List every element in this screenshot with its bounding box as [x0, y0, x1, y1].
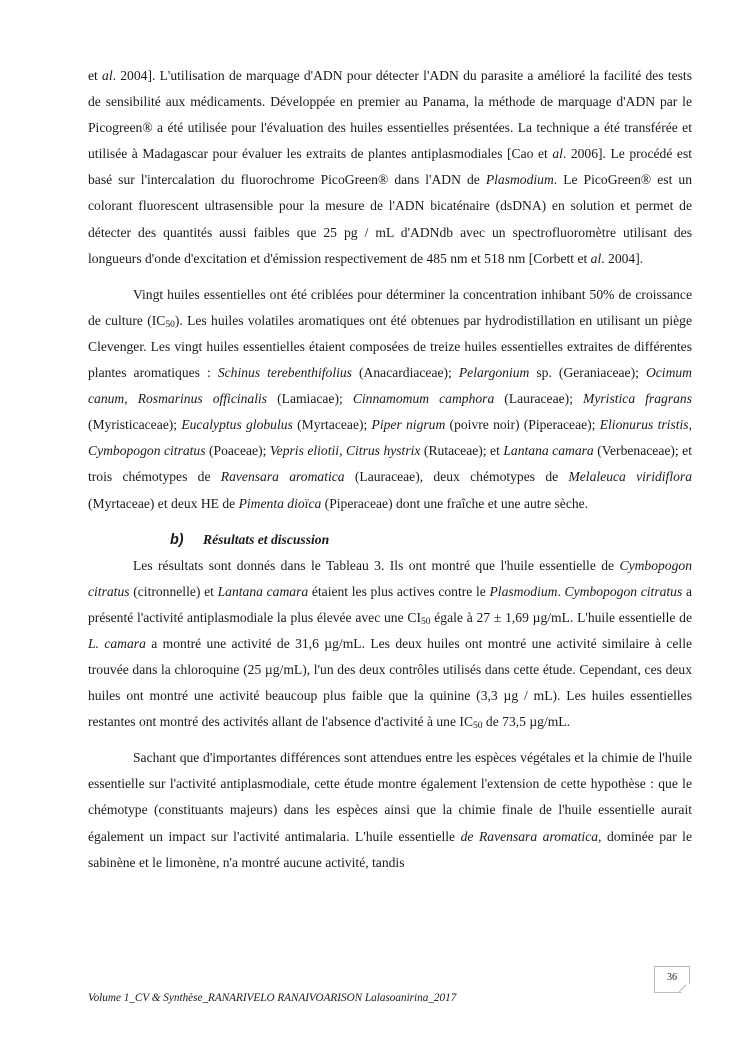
subscript: 50: [421, 616, 431, 627]
text-segment: , dominée par le sabinène et le limonène, n'a montré aucune activité, tandis: [88, 828, 692, 870]
section-title: Résultats et discussion: [203, 531, 330, 547]
text-segment: ,: [339, 443, 346, 459]
text-segment: de 73,5 µg/mL.: [482, 714, 571, 730]
text-segment: (Myrtaceae) et deux HE de: [88, 495, 239, 511]
species-name: Plasmodium: [489, 583, 558, 599]
text-segment: (Myristicaceae);: [88, 417, 182, 433]
text-segment-italic: al: [552, 146, 563, 162]
section-heading: [88, 527, 692, 553]
text-segment: (poivre noir) (Piperaceae);: [445, 417, 600, 433]
text-segment: (Myrtaceae);: [292, 417, 372, 433]
species-name: Rosmarinus officinalis: [137, 391, 268, 407]
text-segment: (Verbenaceae); et trois chémotypes de: [88, 443, 692, 485]
text-segment: ). Les huiles volatiles aromatiques ont été obtenues par hydrodistillation en utilisant un piège Clevenger. Les vingt huiles essentielles étaient composées de treize huiles essentielles extraites de différentes plantes aromatiques :: [88, 312, 692, 381]
page-number: 36: [667, 972, 677, 983]
species-name: Cinnamomum camphora: [352, 391, 495, 407]
text-segment: (Anacardiaceae);: [351, 365, 459, 381]
text-segment: a montré une activité de 31,6 µg/mL. Les deux huiles ont montré une activité similaire à celle trouvée dans la chloroquine (25 µg/mL), l'un des deux contrôles utilisés dans cette étude. Cependant, ces deux huiles ont montré une activité beaucoup plus faible que la quinine (3,3 µg / mL). Les huiles essentielles restantes ont montré des activités allant de l'absence d'activité à une IC: [88, 635, 693, 730]
species-name: Elionurus tristis: [599, 417, 689, 433]
text-segment: . 2006]. Le procédé est basé sur l'intercalation du fluorochrome PicoGreen® dans l'ADN de: [88, 146, 693, 188]
species-name: Citrus hystrix: [345, 443, 421, 459]
text-segment: Vingt huiles essentielles ont été criblées pour déterminer la concentration inhibant 50% de croissance de culture (IC: [88, 286, 692, 328]
species-name: Vepris eliotii: [269, 443, 340, 459]
text-segment: ,: [688, 417, 692, 433]
text-segment-italic: al: [102, 68, 113, 83]
text-segment: (Lauraceae);: [494, 391, 584, 407]
species-name: Myristica fragrans: [583, 391, 692, 407]
text-segment: (Poaceae);: [205, 443, 270, 459]
text-segment: (Rutaceae); et: [420, 443, 504, 459]
species-name: Eucalyptus globulus: [181, 417, 293, 433]
subscript: 50: [165, 319, 175, 330]
text-segment: (citronnelle) et: [129, 583, 218, 599]
species-name: Ocimum canum: [88, 365, 692, 407]
species-name: Cymbopogon citratus: [88, 557, 692, 599]
text-segment: sp. (Geraniaceae);: [529, 365, 646, 381]
species-name: L. camara: [88, 635, 146, 651]
paragraph-1: [88, 63, 692, 272]
paragraph-4: [88, 745, 692, 875]
species-name: de Ravensara aromatica: [460, 828, 599, 844]
text-segment: (Lauraceae), deux chémotypes de: [344, 469, 569, 485]
paragraph-2: [88, 282, 692, 517]
text-segment: ,: [124, 391, 138, 407]
species-name: Ravensara aromatica: [220, 469, 345, 485]
species-name: Lantana camara: [217, 583, 309, 599]
species-name: Piper nigrum: [371, 417, 446, 433]
text-segment: . Le PicoGreen® est un colorant fluorescent ultrasensible pour la mesure de l'ADN bicaténaire (dsDNA) en solution et permet de détecter des quantités aussi faibles que 25 pg / mL d'ADNdb avec un spectrofluoromètre utilisant des longueurs d'onde d'excitation et d'émission respectivement de 485 nm et 518 nm [Corbett et: [88, 172, 692, 266]
page-number-box: [654, 966, 690, 993]
text-segment: . 2004]. L'utilisation de marquage d'ADN pour détecter l'ADN du parasite a amélioré la facilité des tests de sensibilité aux médicaments. Développée en premier au Panama, la méthode de marquage d'ADN par le Picogreen® a été utilisée pour l'évaluation des huiles essentielles présentées. La technique a été transférée et utilisée à Madagascar pour évaluer les extraits de plantes antiplasmodiales [Cao et: [88, 68, 692, 162]
text-segment: et: [88, 68, 103, 83]
text-segment: (Lamiacae);: [267, 391, 353, 407]
species-name: Cymbopogon citratus: [564, 583, 683, 599]
species-name: Melaleuca viridiflora: [568, 469, 692, 485]
text-segment: égale à 27 ± 1,69 µg/mL. L'huile essentielle de: [430, 609, 692, 625]
text-segment: (Piperaceae) dont une fraîche et une autre sèche.: [321, 495, 589, 511]
text-segment-italic: Plasmodium: [485, 172, 554, 188]
species-name: Cymbopogon citratus: [88, 443, 206, 459]
text-segment: .: [557, 583, 565, 599]
page-body: [88, 63, 692, 876]
text-segment: . 2004].: [601, 250, 644, 266]
paragraph-3: [88, 553, 692, 736]
species-name: Schinus terebenthifolius: [217, 365, 352, 381]
text-segment: a présenté l'activité antiplasmodiale la plus élevée avec une CI: [88, 583, 693, 625]
text-segment: Sachant que d'importantes différences sont attendues entre les espèces végétales et la chimie de l'huile essentielle sur l'activité antiplasmodiale, cette étude montre également l'extension de cette hypothèse : que le chémotype (constituants majeurs) dans les espèces ainsi que la chimie finale de l'huile essentielle aurait également un impact sur l'activité antimalaria. L'huile essentielle: [88, 750, 692, 844]
page-footer: Volume 1_CV & Synthèse_RANARIVELO RANAIVOARISON Lalasoanirina_2017: [88, 992, 457, 1004]
text-segment-italic: al: [590, 250, 602, 266]
section-letter: b): [170, 531, 184, 548]
subscript: 50: [473, 721, 483, 732]
text-segment: étaient les plus actives contre le: [308, 583, 490, 599]
text-segment: Les résultats sont donnés dans le Tableau 3. Ils ont montré que l'huile essentielle de: [133, 557, 620, 573]
species-name: Pimenta dioïca: [238, 495, 322, 511]
species-name: Pelargonium: [458, 365, 530, 381]
species-name: Lantana camara: [503, 443, 594, 459]
